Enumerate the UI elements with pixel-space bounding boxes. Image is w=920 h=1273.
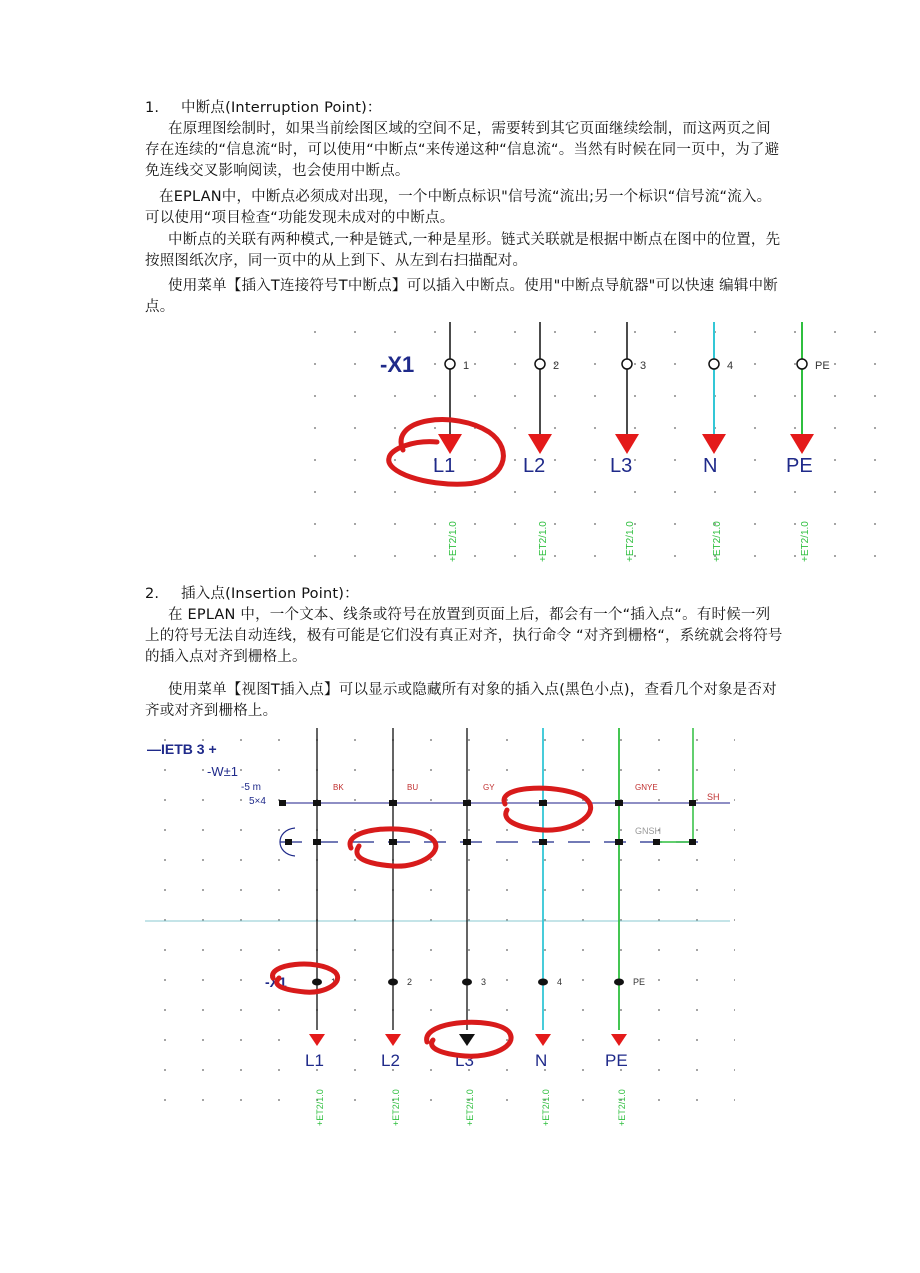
wire-color-label: GY xyxy=(483,783,495,792)
cable-tag: —IETB 3 + xyxy=(147,741,217,757)
insertion-point-icon xyxy=(389,839,397,845)
section1-paragraph-4: 使用菜单【插入T连接符号T中断点】可以插入中断点。使用"中断点导航器"可以快速 编辑中断点。 xyxy=(145,278,778,315)
cross-reference: +ET2/1.0 xyxy=(712,521,723,562)
terminal-number: 4 xyxy=(727,360,734,372)
figure-interruption-points xyxy=(305,322,905,570)
insertion-point-icon xyxy=(539,839,547,845)
insertion-point-icon xyxy=(389,800,397,806)
cross-reference: +ET2/1.0 xyxy=(465,1089,475,1126)
cross-reference: +ET2/1.0 xyxy=(448,521,459,562)
section1-title: 中断点(Interruption Point)： xyxy=(181,100,382,116)
terminal-number: 2 xyxy=(407,977,413,987)
insertion-point-icon xyxy=(615,800,623,806)
insertion-point-icon xyxy=(653,839,660,845)
terminal-icon xyxy=(388,979,398,986)
cross-reference: +ET2/1.0 xyxy=(538,521,549,562)
section2-title: 插入点(Insertion Point)： xyxy=(181,586,359,602)
section1-paragraph-3: 中断点的关联有两种模式,一种是链式,一种是星形。链式关联就是根据中断点在图中的位置，先按照图纸次序，同一页中的从上到下、从左到右扫描配对。 xyxy=(145,232,781,269)
cable-cores: 5×4 xyxy=(249,796,266,807)
terminal-number: 2 xyxy=(553,360,560,372)
insertion-point-icon xyxy=(689,800,696,806)
terminal-circle-icon xyxy=(445,359,455,369)
interruption-label: L3 xyxy=(455,1051,474,1070)
insertion-point-icon xyxy=(285,839,292,845)
section1-paragraph-2: 在EPLAN中，中断点必须成对出现，一个中断点标识"信号流“流出;另一个标识“信号流“流入。可以使用“项目检查“功能发现未成对的中断点。 xyxy=(145,189,772,226)
section2-number: 2. xyxy=(145,586,160,602)
device-tag: -X1 xyxy=(265,974,287,990)
interruption-label: L2 xyxy=(381,1051,400,1070)
terminal-number: 1 xyxy=(331,977,337,987)
terminal-number: 4 xyxy=(557,977,563,987)
terminal-circle-icon xyxy=(622,359,632,369)
insertion-point-icon xyxy=(313,800,321,806)
figure-insertion-points xyxy=(145,728,735,1128)
shield-label: SH xyxy=(707,792,720,802)
insertion-point-icon xyxy=(539,800,547,806)
terminal-icon xyxy=(312,979,322,986)
section1-number: 1. xyxy=(145,100,160,116)
section2-heading xyxy=(145,584,785,605)
interruption-label: PE xyxy=(605,1051,628,1070)
terminal-circle-icon xyxy=(797,359,807,369)
wire-color-label: BK xyxy=(333,783,344,792)
terminal-number: PE xyxy=(633,977,646,987)
cross-reference: +ET2/1.0 xyxy=(315,1089,325,1126)
wire-color-label: BU xyxy=(407,783,419,792)
section1-heading xyxy=(145,98,785,119)
section2-paragraph-1: 在 EPLAN 中，一个文本、线条或符号在放置到页面上后，都会有一个“插入点“。有时候一列上的符号无法自动连线，极有可能是它们没有真正对齐，执行命令 “对齐到栅格“，系统就会将符号的插入点对齐到栅格上。 xyxy=(145,607,783,665)
insertion-point-icon xyxy=(279,800,286,806)
cross-reference: +ET2/1.0 xyxy=(541,1089,551,1126)
wire-color-label: GNYE xyxy=(635,783,658,792)
terminal-icon xyxy=(614,979,624,986)
terminal-number: 3 xyxy=(481,977,487,987)
cross-reference: +ET2/1.0 xyxy=(625,521,636,562)
cross-reference: +ET2/1.0 xyxy=(617,1089,627,1126)
terminal-icon xyxy=(462,979,472,986)
interruption-label: L1 xyxy=(433,455,456,477)
insertion-point-icon xyxy=(463,839,471,845)
insertion-point-icon xyxy=(313,839,321,845)
terminal-icon xyxy=(538,979,548,986)
interruption-label: L1 xyxy=(305,1051,324,1070)
insertion-point-icon xyxy=(689,839,696,845)
interruption-label: L2 xyxy=(523,455,546,477)
cable-name: -W±1 xyxy=(207,764,238,779)
terminal-circle-icon xyxy=(709,359,719,369)
insertion-point-icon xyxy=(463,800,471,806)
cable-length: -5 m xyxy=(241,782,261,793)
section2-paragraph-2: 使用菜单【视图T插入点】可以显示或隐藏所有对象的插入点(黑色小点)，查看几个对象是否对齐或对齐到栅格上。 xyxy=(145,682,777,719)
terminal-number: PE xyxy=(815,360,830,372)
insertion-point-icon xyxy=(615,839,623,845)
section1-paragraph-1: 在原理图绘制时，如果当前绘图区域的空间不足，需要转到其它页面继续绘制，而这两页之间存在连续的“信息流“时，可以使用“中断点“来传递这种“信息流“。当然有时候在同一页中，为了避免连线交叉影响阅读，也会使用中断点。 xyxy=(145,121,780,179)
interruption-label: N xyxy=(703,455,718,477)
interruption-label: N xyxy=(535,1051,548,1070)
terminal-number: 1 xyxy=(463,360,470,372)
interruption-label: PE xyxy=(786,455,813,477)
interruption-label: L3 xyxy=(610,455,633,477)
shield-label: GNSH xyxy=(635,826,662,836)
terminal-circle-icon xyxy=(535,359,545,369)
cross-reference: +ET2/1.0 xyxy=(800,521,811,562)
device-tag: -X1 xyxy=(380,352,415,377)
terminal-number: 3 xyxy=(640,360,647,372)
cross-reference: +ET2/1.0 xyxy=(391,1089,401,1126)
